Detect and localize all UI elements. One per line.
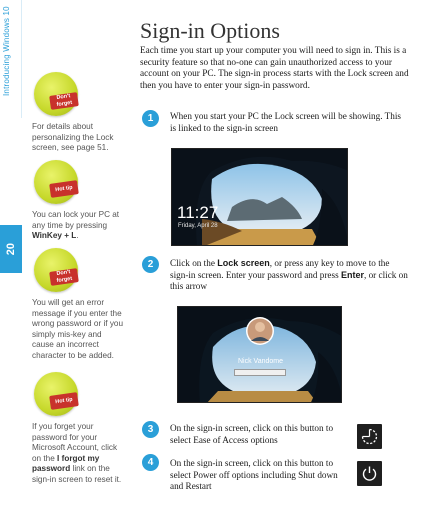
tip-hot-tip-1 xyxy=(32,158,124,242)
step-number: 3 xyxy=(142,421,159,438)
intro-paragraph: Each time you start up your computer you will need to sign in. This is a security feature so that no-one can gain unauthorized access to your account on your PC. The sign-in process starts with the Lock screen and then you have to enter your sign-in password. xyxy=(140,46,409,91)
cave-landscape xyxy=(178,307,342,403)
step-number: 1 xyxy=(142,110,159,127)
lock-date: Friday, April 28 xyxy=(178,223,218,229)
tip-dont-forget-2 xyxy=(32,246,124,361)
step-text: On the sign-in screen, click on this button to select Ease of Access options xyxy=(170,423,334,445)
tip-text: You will get an error message if you enter the wrong password or if you simply mis-key and cause an incorrect character to be added. xyxy=(32,298,124,360)
tip-text: If you forget your password for your Microsoft Account, click on the I forgot my password link on the sign-in screen to reset it. xyxy=(32,422,122,484)
cave-landscape xyxy=(172,149,348,246)
lock-screen-screenshot xyxy=(171,148,348,246)
sign-in-screen-screenshot xyxy=(177,306,342,403)
lock-clock: 11:27 xyxy=(177,203,219,222)
page-number: 20 xyxy=(0,225,22,273)
tip-dont-forget-1 xyxy=(32,70,124,154)
side-tab xyxy=(0,0,22,519)
power-icon[interactable] xyxy=(357,461,382,486)
step-text: On the sign-in screen, click on this button to select Power off options including Shut down and Restart xyxy=(170,458,338,491)
dont-forget-icon: Don't forget xyxy=(32,70,86,118)
user-name: Nick Vandome xyxy=(237,358,283,365)
dont-forget-icon: Don't forget xyxy=(32,246,86,294)
ease-of-access-icon[interactable] xyxy=(357,424,382,449)
tip-text: You can lock your PC at any time by pressing WinKey + L. xyxy=(32,210,120,240)
step-text: Click on the Lock screen, or press any key to move to the sign-in screen. Enter your password and press Enter, or click on this arrow xyxy=(170,258,408,291)
chapter-label: Introducing Windows 10 xyxy=(2,6,11,96)
page-title: Sign-in Options xyxy=(140,18,280,43)
password-field[interactable] xyxy=(234,369,286,376)
tip-text: For details about personalizing the Lock screen, see page 51. xyxy=(32,122,114,152)
hot-tip-icon: Hot tip xyxy=(32,370,86,418)
step-number: 4 xyxy=(142,454,159,471)
tip-hot-tip-2 xyxy=(32,370,124,485)
step-text: When you start your PC the Lock screen will be showing. This is linked to the sign-in screen xyxy=(170,111,402,133)
hot-tip-icon: Hot tip xyxy=(32,158,86,206)
step-number: 2 xyxy=(142,256,159,273)
